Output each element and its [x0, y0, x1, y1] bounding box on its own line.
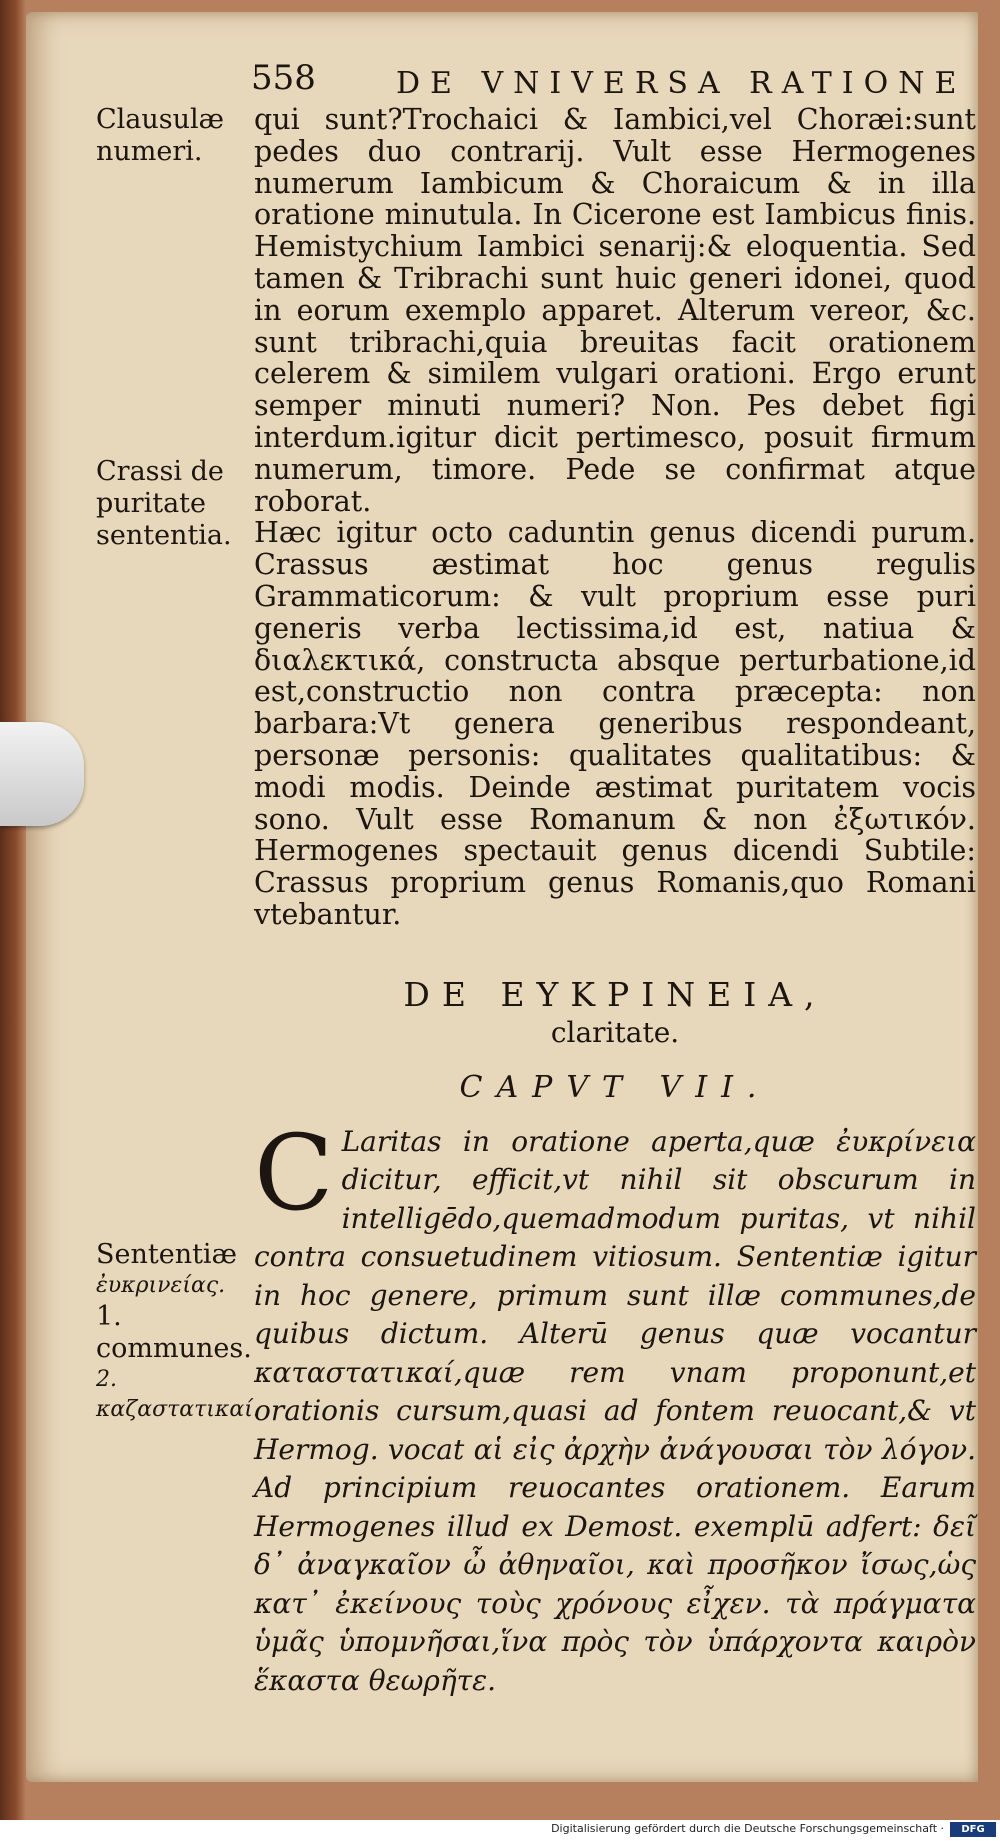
paragraph-2: Hæc igitur octo caduntin genus dicendi purum. Crassus æstimat hoc genus regulis Grammaticorum: & vult proprium esse puri generis verba lectissima,id est, natiua & διαλεκτικά, constructa absque perturbatione,id est,constructio non contra præcepta: non barbara:Vt genera generibus respondeant, personæ personis: qualitates qualitatibus: & modi modis. Deinde æstimat puritatem vocis sono. Vult esse Romanum & non ἐξωτικόν. Hermogenes spectauit genus dicendi Subtile: Crassus proprium genus Romanis,quo Romani vtebantur.: [254, 516, 976, 931]
margin-note-sententiae: Sententiæ: [96, 1238, 237, 1270]
chapter-heading: CAPVT VII.: [459, 1069, 771, 1105]
text-block: [96, 58, 976, 1700]
chapter-text: [254, 1111, 976, 1701]
page-number: 558: [251, 58, 316, 98]
book-spine: [0, 0, 26, 1820]
body-text: [254, 104, 976, 931]
paragraph-1-row: [96, 104, 976, 931]
footer-bar: [0, 1820, 1000, 1841]
chapter-paragraph: Laritas in oratione aperta,quæ ἐυκρίνεια dicitur, efficit,vt nihil sit obscurum in intelligēdo,quemadmodum puritas, vt nihil contra consuetudinem vitiosum. Sententiæ igitur in hoc genere, primum sunt illæ communes,de quibus dictum. Alterū genus quæ vocantur καταστατικαί,quæ rem vnam proponunt,et orationis cursum,quasi ad fontem reuocant,& vt Hermog. vocat αἱ εἰς ἀρχὴν ἀνάγουσαι τὸν λόγον. Ad principium reuocantes orationem. Earum Hermogenes illud ex Demost. exemplū adfert: δεῖ δ᾽ ἀναγκαῖον ὦ ἀθηναῖοι, καὶ προσῆκον ἴσως,ὡς κατ᾽ ἐκείνους τοὺς χρόνους εἶχεν. τὰ πράγματα ὑμᾶς ὑπομνῆσαι,ἵνα πρὸς τὸν ὑπάρχοντα καιρὸν ἕκαστα θεωρῆτε.: [254, 1124, 976, 1697]
margin-notes-sententiae: [96, 1238, 260, 1425]
margin-note-clausulae: Clausulæ numeri.: [96, 104, 225, 167]
section-heading-latin: claritate.: [550, 1015, 680, 1049]
running-title: DE VNIVERSA RATIONE: [396, 66, 967, 101]
page-clip-tab: [0, 722, 84, 826]
dfg-logo: DFG: [950, 1822, 996, 1837]
margin-note-greek: ἐυκρινείας.: [96, 1272, 226, 1298]
margin-note-crassi: Crassi de puritate sententia.: [96, 456, 232, 551]
digitization-credit: Digitalisierung gefördert durch die Deutsche Forschungsgemeinschaft ·: [551, 1822, 944, 1835]
running-head: [96, 58, 976, 104]
drop-cap: C: [254, 1111, 334, 1234]
chapter-row: [96, 1111, 976, 1701]
paragraph-1: qui sunt?Trochaici & Iambici,vel Choræi:sunt pedes duo contrarij. Vult esse Hermogenes numerum Iambicum & Choraicum & in illa oratione minutula. In Cicerone est Iambicus finis. Hemistychium Iambici senarij:& eloquentia. Sed tamen & Tribrachi sunt huic generi idonei, quod in eorum exemplo apparet. Alterum vereor, &c. sunt tribrachi,quia breuitas facit orationem celerem & similem vulgari orationi. Ergo erunt semper minuti numeri? Non. Pes debet figi interdum.igitur dicit pertimesco, posuit firmum numerum, timore. Pede se confirmat atque roborat.: [254, 103, 976, 518]
margin-note-item-2: 2. καζαστατικαί.: [96, 1366, 260, 1422]
margin-note-item-1: 1. communes.: [96, 1300, 252, 1364]
section-heading-greek: DE ΕΥΚΡΙΝΕΙΑ,: [403, 974, 827, 1014]
